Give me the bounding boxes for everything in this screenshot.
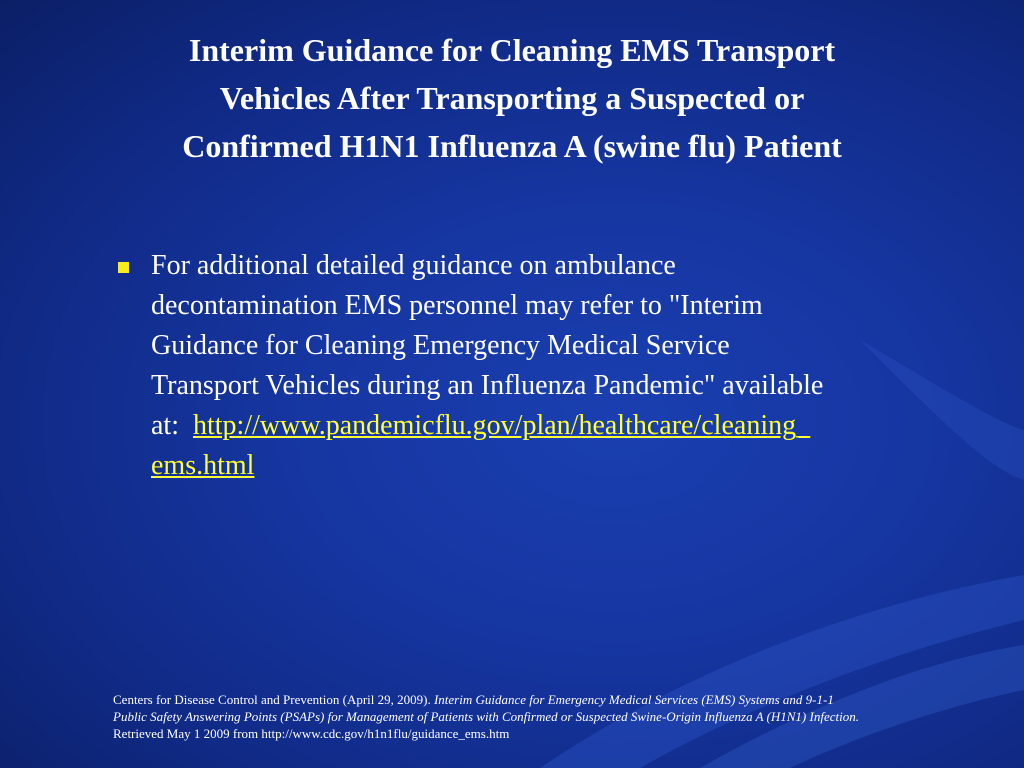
bullet-square-icon	[118, 262, 129, 273]
footnote-line	[113, 691, 983, 708]
footnote-document-title: Interim Guidance for Emergency Medical Services (EMS) Systems and 9-1-1	[433, 692, 834, 707]
guidance-link[interactable]: http://www.pandemicflu.gov/plan/healthcare/cleaning_	[193, 410, 811, 441]
bullet-text	[151, 246, 964, 486]
footnote-retrieved: Retrieved May 1 2009 from http://www.cdc.gov/h1n1flu/guidance_ems.htm	[113, 726, 510, 741]
footnote-source: Centers for Disease Control and Prevention (April 29, 2009).	[113, 692, 434, 707]
bullet-line: decontamination EMS personnel may refer to "Interim	[151, 290, 763, 321]
title-line: Confirmed H1N1 Influenza A (swine flu) Patient	[182, 128, 842, 164]
bullet-line: Transport Vehicles during an Influenza Pandemic" available	[151, 370, 824, 401]
slide-title	[60, 26, 964, 170]
guidance-link-continuation[interactable]: ems.html	[151, 450, 255, 481]
title-line: Vehicles After Transporting a Suspected or	[219, 80, 805, 116]
bullet-line: For additional detailed guidance on ambulance	[151, 250, 676, 281]
citation-footnote	[113, 691, 983, 742]
bullet-item	[112, 246, 964, 486]
bullet-line-link-continuation	[151, 446, 964, 486]
footnote-line: Public Safety Answering Points (PSAPs) for Management of Patients with Confirmed or Suspected Swine-Origin Influenza A (H1N1) Infection.	[113, 709, 859, 724]
title-line: Interim Guidance for Cleaning EMS Transport	[188, 32, 836, 68]
bullet-line: Guidance for Cleaning Emergency Medical Service	[151, 330, 730, 361]
bullet-line-with-link	[151, 406, 964, 446]
bullet-line-prefix: at:	[151, 410, 193, 441]
